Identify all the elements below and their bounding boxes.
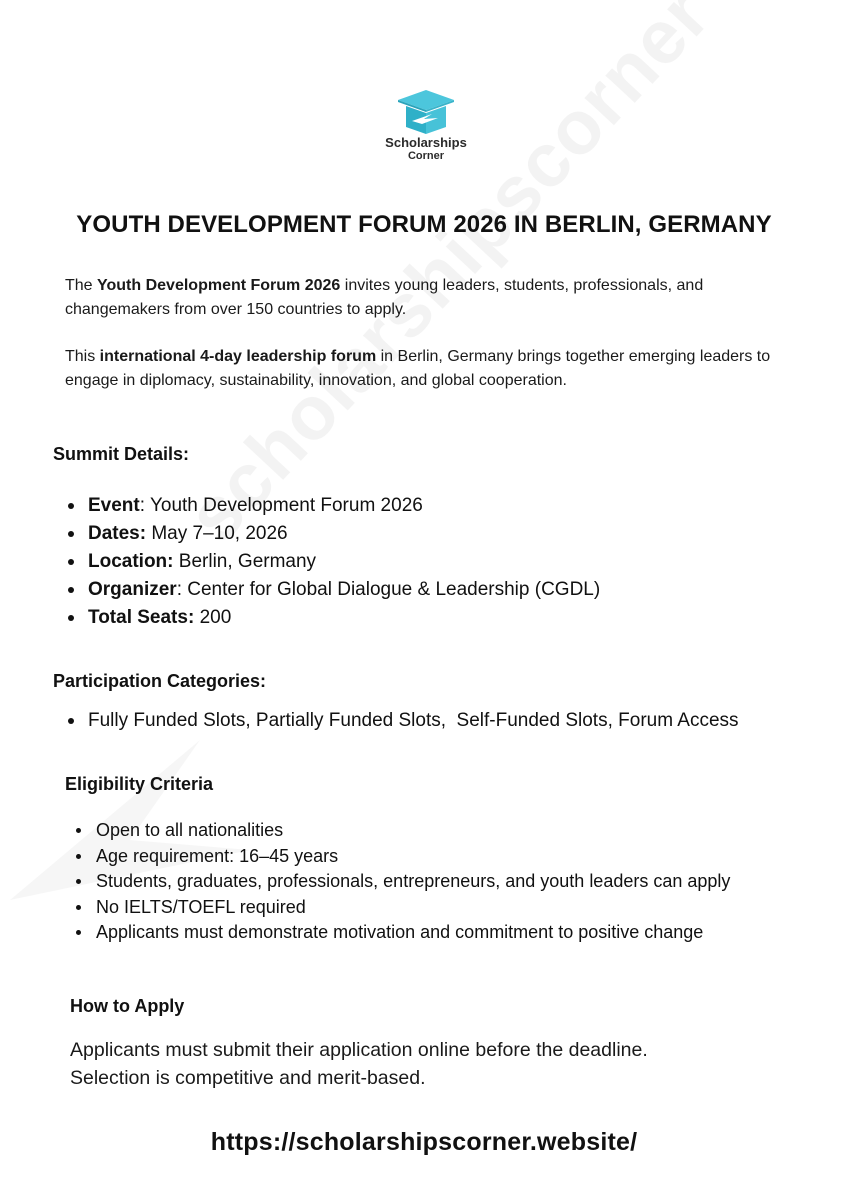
intro-p1-rest: invites young leaders, students, professionals, and changemakers from over 150 countries to apply. — [65, 277, 704, 318]
summit-item-value: May 7–10, 2026 — [151, 523, 288, 544]
logo-text-line2: Corner — [407, 150, 445, 162]
summit-item-label: Location: — [88, 551, 174, 572]
how-to-apply-text — [70, 1036, 810, 1092]
intro-p2-rest: in Berlin, Germany brings together emerging leaders to engage in diplomacy, sustainability, innovation, and global cooperation. — [65, 348, 771, 389]
list-item — [88, 548, 600, 576]
intro-p1-prefix: The — [65, 277, 98, 294]
list-item: Open to all nationalities — [96, 818, 730, 844]
intro-p1-bold: Youth Development Forum 2026 — [97, 277, 341, 294]
list-item: Students, graduates, professionals, entrepreneurs, and youth leaders can apply — [96, 869, 730, 895]
logo-text-line1: Scholarships — [385, 135, 467, 150]
participation-heading: Participation Categories: — [53, 671, 267, 691]
list-item — [88, 492, 600, 520]
summit-item-sep: : — [176, 579, 188, 600]
list-item: Applicants must demonstrate motivation and commitment to positive change — [96, 920, 730, 946]
intro-p2-prefix: This — [65, 348, 100, 365]
list-item: Age requirement: 16–45 years — [96, 844, 730, 870]
list-item — [88, 604, 600, 632]
summit-item-value: Youth Development Forum 2026 — [149, 495, 423, 516]
summit-item-label: Event — [88, 495, 140, 516]
summit-item-value: Berlin, Germany — [178, 551, 317, 572]
list-item: No IELTS/TOEFL required — [96, 895, 730, 921]
eligibility-list — [96, 818, 730, 946]
scholarships-corner-logo — [374, 88, 478, 168]
summit-details-heading: Summit Details: — [53, 444, 190, 464]
list-item: Fully Funded Slots, Partially Funded Slots, Self-Funded Slots, Forum Access — [88, 707, 739, 735]
participation-list — [88, 707, 739, 735]
list-item — [88, 520, 600, 548]
page-title: YOUTH DEVELOPMENT FORUM 2026 IN BERLIN, GERMANY — [76, 211, 772, 238]
apply-line-2: Selection is competitive and merit-based. — [70, 1067, 426, 1089]
summit-item-value: Center for Global Dialogue & Leadership (CGDL) — [187, 579, 601, 600]
summit-item-sep: : — [139, 495, 150, 516]
how-to-apply-heading: How to Apply — [70, 996, 185, 1016]
summit-item-label: Organizer — [88, 579, 177, 600]
summit-details-list — [88, 492, 600, 632]
website-link[interactable]: https://scholarshipscorner.website/ — [210, 1128, 638, 1156]
eligibility-heading: Eligibility Criteria — [65, 774, 214, 794]
apply-line-1: Applicants must submit their application online before the deadline. — [70, 1039, 648, 1061]
intro-paragraph-1 — [65, 274, 785, 322]
summit-item-label: Dates: — [88, 523, 147, 544]
summit-item-label: Total Seats: — [88, 607, 195, 628]
intro-p2-bold: international 4-day leadership forum — [99, 348, 377, 365]
list-item — [88, 576, 600, 604]
intro-paragraph-2 — [65, 345, 785, 393]
summit-item-value: 200 — [199, 607, 232, 628]
graduation-cap-icon — [394, 88, 458, 136]
